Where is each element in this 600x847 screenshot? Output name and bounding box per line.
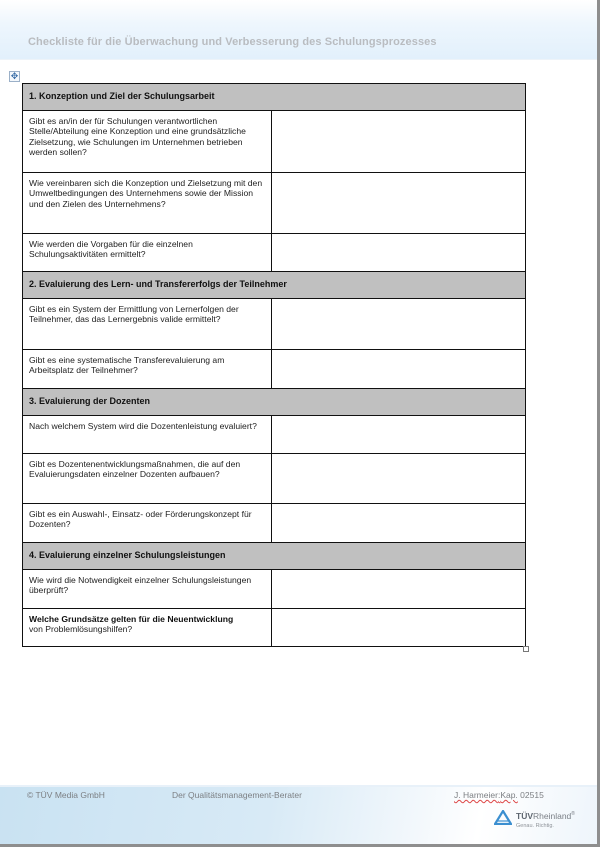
answer-cell[interactable] [272, 350, 526, 389]
tuv-rheinland-logo [494, 808, 594, 834]
registered-mark: ® [571, 811, 575, 818]
table-row [23, 350, 526, 389]
section-header-row [23, 389, 526, 416]
logo-brand-rest: Rheinland [533, 811, 572, 821]
section-heading: 2. Evaluierung des Lern- und Transfererfolgs der Teilnehmer [23, 272, 526, 299]
question-cell: Wie werden die Vorgaben für die einzelnen Schulungsaktivitäten ermittelt? [23, 234, 272, 272]
table-row [23, 504, 526, 543]
table-row [23, 454, 526, 504]
answer-cell[interactable] [272, 234, 526, 272]
section-header-row [23, 543, 526, 570]
table-row [23, 111, 526, 173]
table-row [23, 299, 526, 350]
question-cell: Wie vereinbaren sich die Konzeption und Zielsetzung mit den Umweltbedingungen des Unternehmens sowie der Mission und den Zielen des Unternehmens? [23, 173, 272, 234]
footer-copyright: © TÜV Media GmbH [27, 790, 105, 800]
footer-author [454, 790, 544, 800]
question-cell: Nach welchem System wird die Dozentenleistung evaluiert? [23, 416, 272, 454]
document-title: Checkliste für die Überwachung und Verbesserung des Schulungsprozesses [28, 36, 437, 48]
question-cell [23, 609, 272, 647]
section-heading: 4. Evaluierung einzelner Schulungsleistungen [23, 543, 526, 570]
section-heading: 1. Konzeption und Ziel der Schulungsarbeit [23, 84, 526, 111]
question-cell: Gibt es Dozentenentwicklungsmaßnahmen, die auf den Evaluierungsdaten einzelner Dozenten aufbauen? [23, 454, 272, 504]
table-row [23, 570, 526, 609]
triangle-logo-icon [494, 810, 512, 825]
question-text: von Problemlösungshilfen? [29, 624, 133, 635]
page-header [0, 0, 597, 60]
table-row [23, 173, 526, 234]
answer-cell[interactable] [272, 454, 526, 504]
question-cell: Gibt es ein System der Ermittlung von Lernerfolgen der Teilnehmer, das das Lernergebnis valide ermittelt? [23, 299, 272, 350]
chapter-number: 02515 [517, 790, 544, 800]
answer-cell[interactable] [272, 504, 526, 543]
question-cell: Wie wird die Notwendigkeit einzelner Schulungsleistungen überprüft? [23, 570, 272, 609]
chapter-word: Kap. [500, 790, 518, 800]
section-header-row [23, 84, 526, 111]
question-cell: Gibt es eine systematische Transferevaluierung am Arbeitsplatz der Teilnehmer? [23, 350, 272, 389]
answer-cell[interactable] [272, 173, 526, 234]
footer-publication: Der Qualitätsmanagement-Berater [172, 790, 302, 800]
author-separator: : [497, 790, 501, 800]
table-row [23, 609, 526, 647]
logo-tagline: Genau. Richtig. [516, 823, 554, 829]
question-cell: Gibt es ein Auswahl-, Einsatz- oder Förderungskonzept für Dozenten? [23, 504, 272, 543]
section-header-row [23, 272, 526, 299]
table-row [23, 416, 526, 454]
checklist-table [22, 83, 526, 647]
logo-brand-bold: TÜV [516, 811, 533, 821]
move-arrows-icon[interactable]: ✥ [10, 71, 19, 81]
answer-cell[interactable] [272, 111, 526, 173]
footer-divider [0, 785, 597, 787]
table-row [23, 234, 526, 272]
resize-square-icon[interactable] [523, 646, 529, 652]
logo-brand [516, 811, 575, 821]
question-lead-text: Welche Grundsätze gelten für die Neuentwicklung [29, 614, 234, 624]
question-cell: Gibt es an/in der für Schulungen verantwortlichen Stelle/Abteilung eine Konzeption und eine grundsätzliche Zielsetzung, wie Schulungen im Unternehmen betrieben werden sollen? [23, 111, 272, 173]
answer-cell[interactable] [272, 609, 526, 647]
answer-cell[interactable] [272, 299, 526, 350]
section-heading: 3. Evaluierung der Dozenten [23, 389, 526, 416]
author-name: J. Harmeier [454, 790, 498, 800]
answer-cell[interactable] [272, 416, 526, 454]
answer-cell[interactable] [272, 570, 526, 609]
